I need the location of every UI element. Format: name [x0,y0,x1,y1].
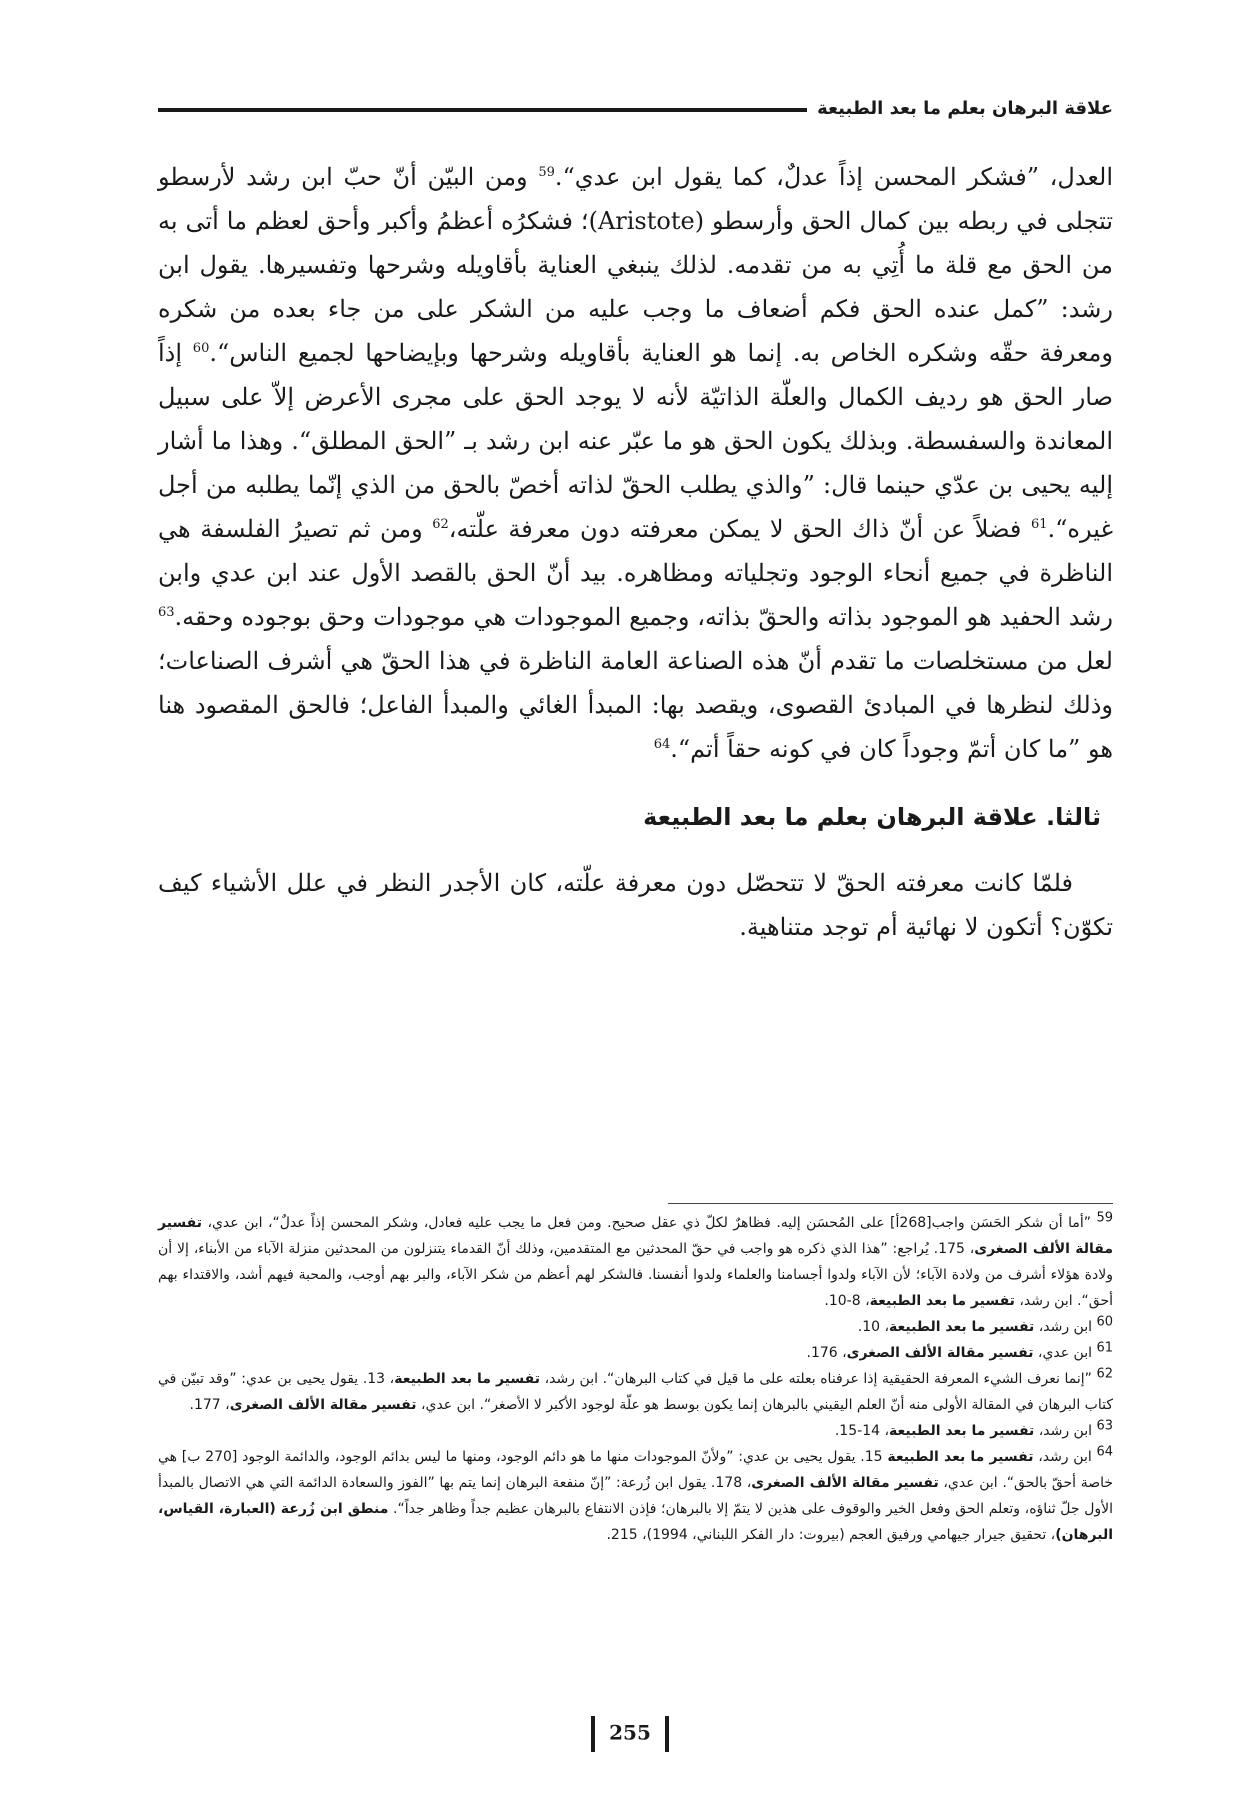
header-rule [158,108,807,112]
body-paragraph: العدل، ”فشكر المحسن إذاً عدلٌ، كما يقول ابن عدي“.$^{59}$ ومن البيّن أنّ حبّ ابن رشد لأرسطو تتجلى في ربطه بين كمال الحق وأرسطو (Aristote)؛ فشكرُه أعظمُ وأكبر وأحق لعظم ما أتى به من الحق مع قلة ما أُتِي به من تقدمه. لذلك ينبغي العناية بأقاويله وشرحها وتفسيرها. يقول ابن رشد: ”كمل عنده الحق فكم أضعاف ما وجب عليه من الشكر على من جاء بعده من شكره ومعرفة حقّه وشكره الخاص به. إنما هو العناية بأقاويله وشرحها وبإيضاحها لجميع الناس“.$^{60}$ إذاً صار الحق هو رديف الكمال والعلّة الذاتيّة لأنه لا يوجد الحق على مجرى الأعرض إلاّ على سبيل المعاندة والسفسطة. وبذلك يكون الحق هو ما عبّر عنه ابن رشد بـ ”الحق المطلق“. وهذا ما أشار إليه يحيى بن عدّي حينما قال: ”والذي يطلب الحقّ لذاته أخصّ بالحق من الذي إنّما يطلبه من أجل غيره“.$^{61}$ فضلاً عن أنّ ذاك الحق لا يمكن معرفته دون معرفة علّته،$^{62}$ ومن ثم تصيرُ الفلسفة هي الناظرة في جميع أنحاء الوجود وتجلياته ومظاهره. بيد أنّ الحق بالقصد الأول عند ابن عدي وابن رشد الحفيد هو الموجود بذاته والحقّ بذاته، وجميع الموجودات هي موجودات وحق بوجوده وحقه.$^{63}$ لعل من مستخلصات ما تقدم أنّ هذه الصناعة العامة الناظرة في هذا الحقّ هي أشرف الصناعات؛ وذلك لنظرها في المبادئ القصوى، ويقصد بها: المبدأ الغائي والمبدأ الفاعل؛ فالحق المقصود هنا هو ”ما كان أتمّ وجوداً كان في كونه حقاً أتم“.$^{64}$ [158,163,1114,763]
footnote-64: $^{64}$ ابن رشد، تفسير ما بعد الطبيعة 15. يقول يحيى بن عدي: ”ولأنّ الموجودات منها ما هو دائم الوجود، ومنها ما ليس بدائم الوجود، والدائمة الوجود [270 ب] هي خاصة أحقّ بالحق“. ابن عدي، تفسير مقالة الألف الصغرى، 178. يقول ابن زُرعة: ”إنّ منفعة البرهان إنما يتم بها ”الفوز والسعادة الدائمة التي هي الاتصال بالمبدأ الأول جلّ ثناؤه، وتعلم الحق وفعل الخير والوقوف على هذين لا يتمّ إلا بالبرهان؛ فإذن الانتفاع بالبرهان عظيم جداً وظاهر جداً“. منطق ابن زُرعة (العبارة، القياس، البرهان)، تحقيق جيرار جيهامي ورفيق العجم (بيروت: دار الفكر اللبناني، 1994)، 215. [158,1444,1114,1543]
footnote-ref-60[interactable]: 60 [192,341,210,356]
footnote-60: $^{60}$ ابن رشد، تفسير ما بعد الطبيعة، 10. [857,1314,1113,1335]
section-heading: ثالثا. علاقة البرهان بعلم ما بعد الطبيعة [643,803,1101,831]
footnote-ref-59[interactable]: 59 [538,165,555,180]
footnote-62: $^{62}$ ”إنما نعرف الشيء المعرفة الحقيقية إذا عرفناه بعلته على ما قيل في كتاب البرهان“. ابن رشد، تفسير ما بعد الطبيعة، 13. يقول يحيى بن عدي: ”وقد تبيّن في كتاب البرهان في المقالة الأولى منه أنّ العلم اليقيني بالبرهان إنما يكون بوسط هو علّة لوجود الأكبر لا الأصغر“. ابن عدي، تفسير مقالة الألف الصغرى، 177. [158,1366,1114,1413]
footnotes [158,1210,1113,1548]
footnote-59: $^{59}$ ”أما أن شكر الحَسَن واجب[268أ] على المُحسَن إليه. فظاهرٌ لكلّ ذي عقل صحيح. ومن فعل ما يجب عليه فعادل، وشكر المحسن إذاً عدلٌ“، ابن عدي، تفسير مقالة الألف الصغرى، 175. يُراجع: ”هذا الذي ذكره هو واجب في حقّ المحدثين مع المتقدمين، وذلك أنّ القدماء يتنزلون من المحدثين منزلة الآباء من الأبناء، إلا أن ولادة هؤلاء أشرف من ولادة الآباء؛ لأن الآباء ولدوا أجسامنا والعلماء ولدوا أنفسنا. فالشكر لهم أعظم من شكر الآباء، والبر بهم أوجب، والمحبة فيهم أشد، والاقتداء بهم أحق“. ابن رشد، تفسير ما بعد الطبيعة، 8-10. [158,1210,1113,1309]
footnote-ref-62[interactable]: 62 [432,517,449,532]
footnote-63: $^{63}$ ابن رشد، تفسير ما بعد الطبيعة، 14-15. [834,1418,1113,1439]
running-header [158,78,1113,122]
body-text [158,155,1113,949]
page-number-block [0,1716,1260,1752]
page-number-bar-left [591,1716,595,1752]
footnote-separator [668,1203,1113,1204]
footnote-61: $^{61}$ ابن عدي، تفسير مقالة الألف الصغرى، 176. [806,1340,1113,1361]
page-number-bar-right [665,1716,669,1752]
footnote-ref-63[interactable]: 63 [158,605,175,620]
footnote-ref-64[interactable]: 64 [653,737,671,752]
page-number: 255 [609,1720,651,1745]
footnote-ref-61[interactable]: 61 [1030,517,1048,532]
body-paragraph: فلمّا كانت معرفته الحقّ لا تتحصّل دون معرفة علّته، كان الأجدر النظر في علل الأشياء كيف تكوّن؟ أتكون لا نهائية أم توجد متناهية. [158,869,1113,941]
running-header-title: علاقة البرهان بعلم ما بعد الطبيعة [817,98,1113,119]
